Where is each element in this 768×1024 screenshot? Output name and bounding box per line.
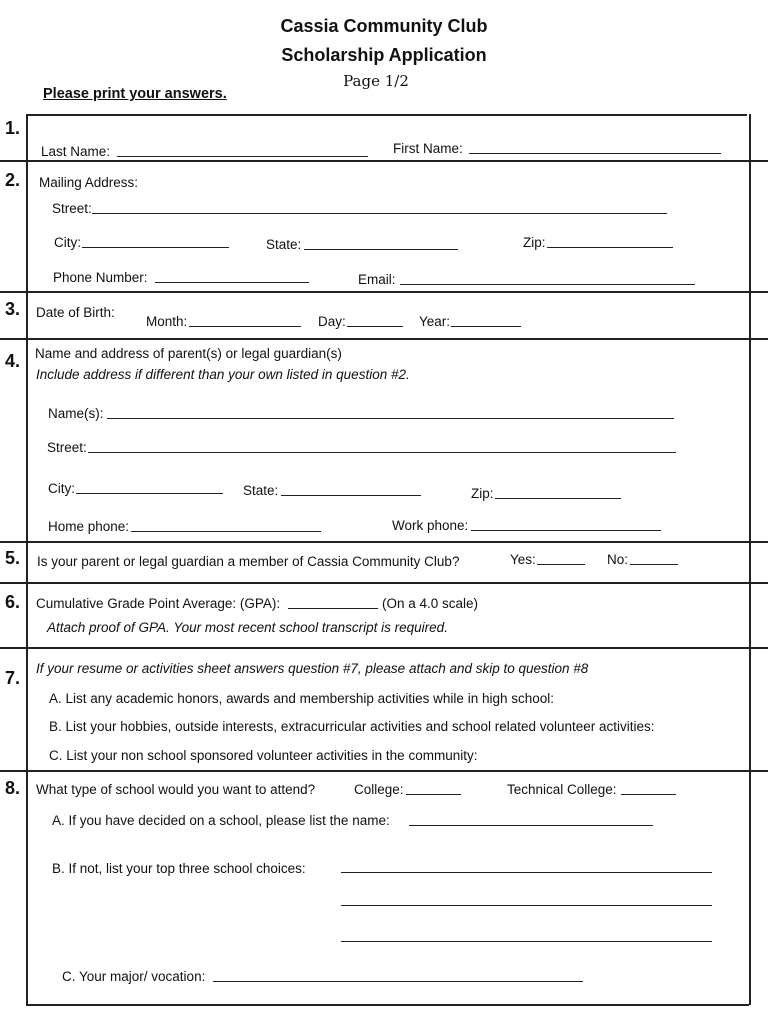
- divider: [0, 770, 768, 772]
- last-name-field[interactable]: [117, 156, 368, 157]
- guardian-city-field[interactable]: [76, 493, 223, 494]
- guardian-names-label: Name(s):: [48, 406, 104, 421]
- phone-field[interactable]: [155, 282, 309, 283]
- yes-label: Yes:: [510, 552, 536, 567]
- mailing-address-label: Mailing Address:: [39, 175, 139, 190]
- technical-college-field[interactable]: [621, 794, 676, 795]
- zip-field[interactable]: [547, 247, 673, 248]
- city-label: City:: [54, 235, 81, 250]
- school-choice-field[interactable]: [341, 941, 712, 942]
- divider: [26, 1004, 749, 1006]
- city-field[interactable]: [82, 247, 229, 248]
- section-number: 6.: [5, 592, 21, 612]
- college-label: College:: [354, 782, 404, 797]
- guardian-city-label: City:: [48, 481, 75, 496]
- section-number: 7.: [5, 668, 21, 688]
- yes-field[interactable]: [537, 564, 585, 565]
- divider: [26, 114, 747, 116]
- dob-label: Date of Birth:: [36, 305, 115, 320]
- guardian-street-label: Street:: [47, 440, 87, 455]
- divider: [0, 160, 768, 162]
- club-name: Cassia Community Club: [280, 16, 488, 36]
- section-number: 2.: [5, 170, 21, 190]
- month-field[interactable]: [189, 326, 301, 327]
- no-field[interactable]: [630, 564, 678, 565]
- work-phone-label: Work phone:: [392, 518, 469, 533]
- gpa-field[interactable]: [288, 608, 378, 609]
- first-name-field[interactable]: [469, 153, 721, 154]
- year-label: Year:: [419, 314, 451, 329]
- home-phone-label: Home phone:: [48, 519, 130, 534]
- volunteer-prompt: C. List your non school sponsored volunteer activities in the community:: [49, 748, 478, 763]
- section-number: 4.: [5, 351, 21, 371]
- school-choice-field[interactable]: [341, 872, 712, 873]
- guardian-zip-field[interactable]: [495, 498, 621, 499]
- school-name-prompt: A. If you have decided on a school, please list the name:: [52, 813, 390, 828]
- divider: [0, 647, 768, 649]
- zip-label: Zip:: [523, 235, 546, 250]
- gpa-scale: (On a 4.0 scale): [382, 596, 479, 611]
- page-number: Page 1/2: [343, 72, 409, 90]
- school-type-question: What type of school would you want to attend?: [36, 782, 316, 797]
- guardian-zip-label: Zip:: [471, 486, 494, 501]
- email-label: Email:: [358, 272, 396, 287]
- divider: [0, 291, 768, 293]
- honors-prompt: A. List any academic honors, awards and membership activities while in high school:: [49, 691, 554, 706]
- state-label: State:: [266, 237, 302, 252]
- guardian-state-field[interactable]: [281, 495, 421, 496]
- gpa-label: Cumulative Grade Point Average: (GPA):: [36, 596, 281, 611]
- divider: [0, 582, 768, 584]
- major-label: C. Your major/ vocation:: [62, 969, 206, 984]
- year-field[interactable]: [451, 326, 521, 327]
- section-number: 5.: [5, 548, 21, 568]
- section-number: 1.: [5, 118, 21, 138]
- email-field[interactable]: [400, 284, 695, 285]
- divider: [0, 338, 768, 340]
- guardian-heading: Name and address of parent(s) or legal guardian(s): [35, 346, 342, 361]
- gpa-note: Attach proof of GPA. Your most recent school transcript is required.: [47, 620, 448, 635]
- guardian-street-field[interactable]: [88, 452, 676, 453]
- street-label: Street:: [52, 201, 92, 216]
- technical-college-label: Technical College:: [507, 782, 617, 797]
- home-phone-field[interactable]: [131, 531, 321, 532]
- form-title: Scholarship Application: [281, 45, 487, 65]
- print-instruction: Please print your answers.: [43, 86, 227, 102]
- divider: [0, 541, 768, 543]
- street-field[interactable]: [92, 213, 667, 214]
- section-number: 8.: [5, 778, 21, 798]
- section-number: 3.: [5, 299, 21, 319]
- month-label: Month:: [146, 314, 188, 329]
- guardian-state-label: State:: [243, 483, 279, 498]
- major-field[interactable]: [213, 981, 583, 982]
- school-name-field[interactable]: [409, 825, 653, 826]
- state-field[interactable]: [304, 249, 458, 250]
- day-field[interactable]: [347, 326, 403, 327]
- school-choices-prompt: B. If not, list your top three school choices:: [52, 861, 306, 876]
- resume-note: If your resume or activities sheet answers question #7, please attach and skip to question #8: [36, 661, 589, 676]
- work-phone-field[interactable]: [471, 530, 661, 531]
- hobbies-prompt: B. List your hobbies, outside interests, extracurricular activities and school related volunteer activities:: [49, 719, 655, 734]
- no-label: No:: [607, 552, 629, 567]
- day-label: Day:: [318, 314, 346, 329]
- guardian-names-field[interactable]: [107, 418, 674, 419]
- school-choice-field[interactable]: [341, 905, 712, 906]
- member-question: Is your parent or legal guardian a member of Cassia Community Club?: [37, 554, 460, 569]
- guardian-note: Include address if different than your own listed in question #2.: [36, 367, 410, 382]
- college-field[interactable]: [406, 794, 461, 795]
- first-name-label: First Name:: [393, 141, 463, 156]
- phone-label: Phone Number:: [53, 270, 148, 285]
- last-name-label: Last Name:: [41, 144, 111, 159]
